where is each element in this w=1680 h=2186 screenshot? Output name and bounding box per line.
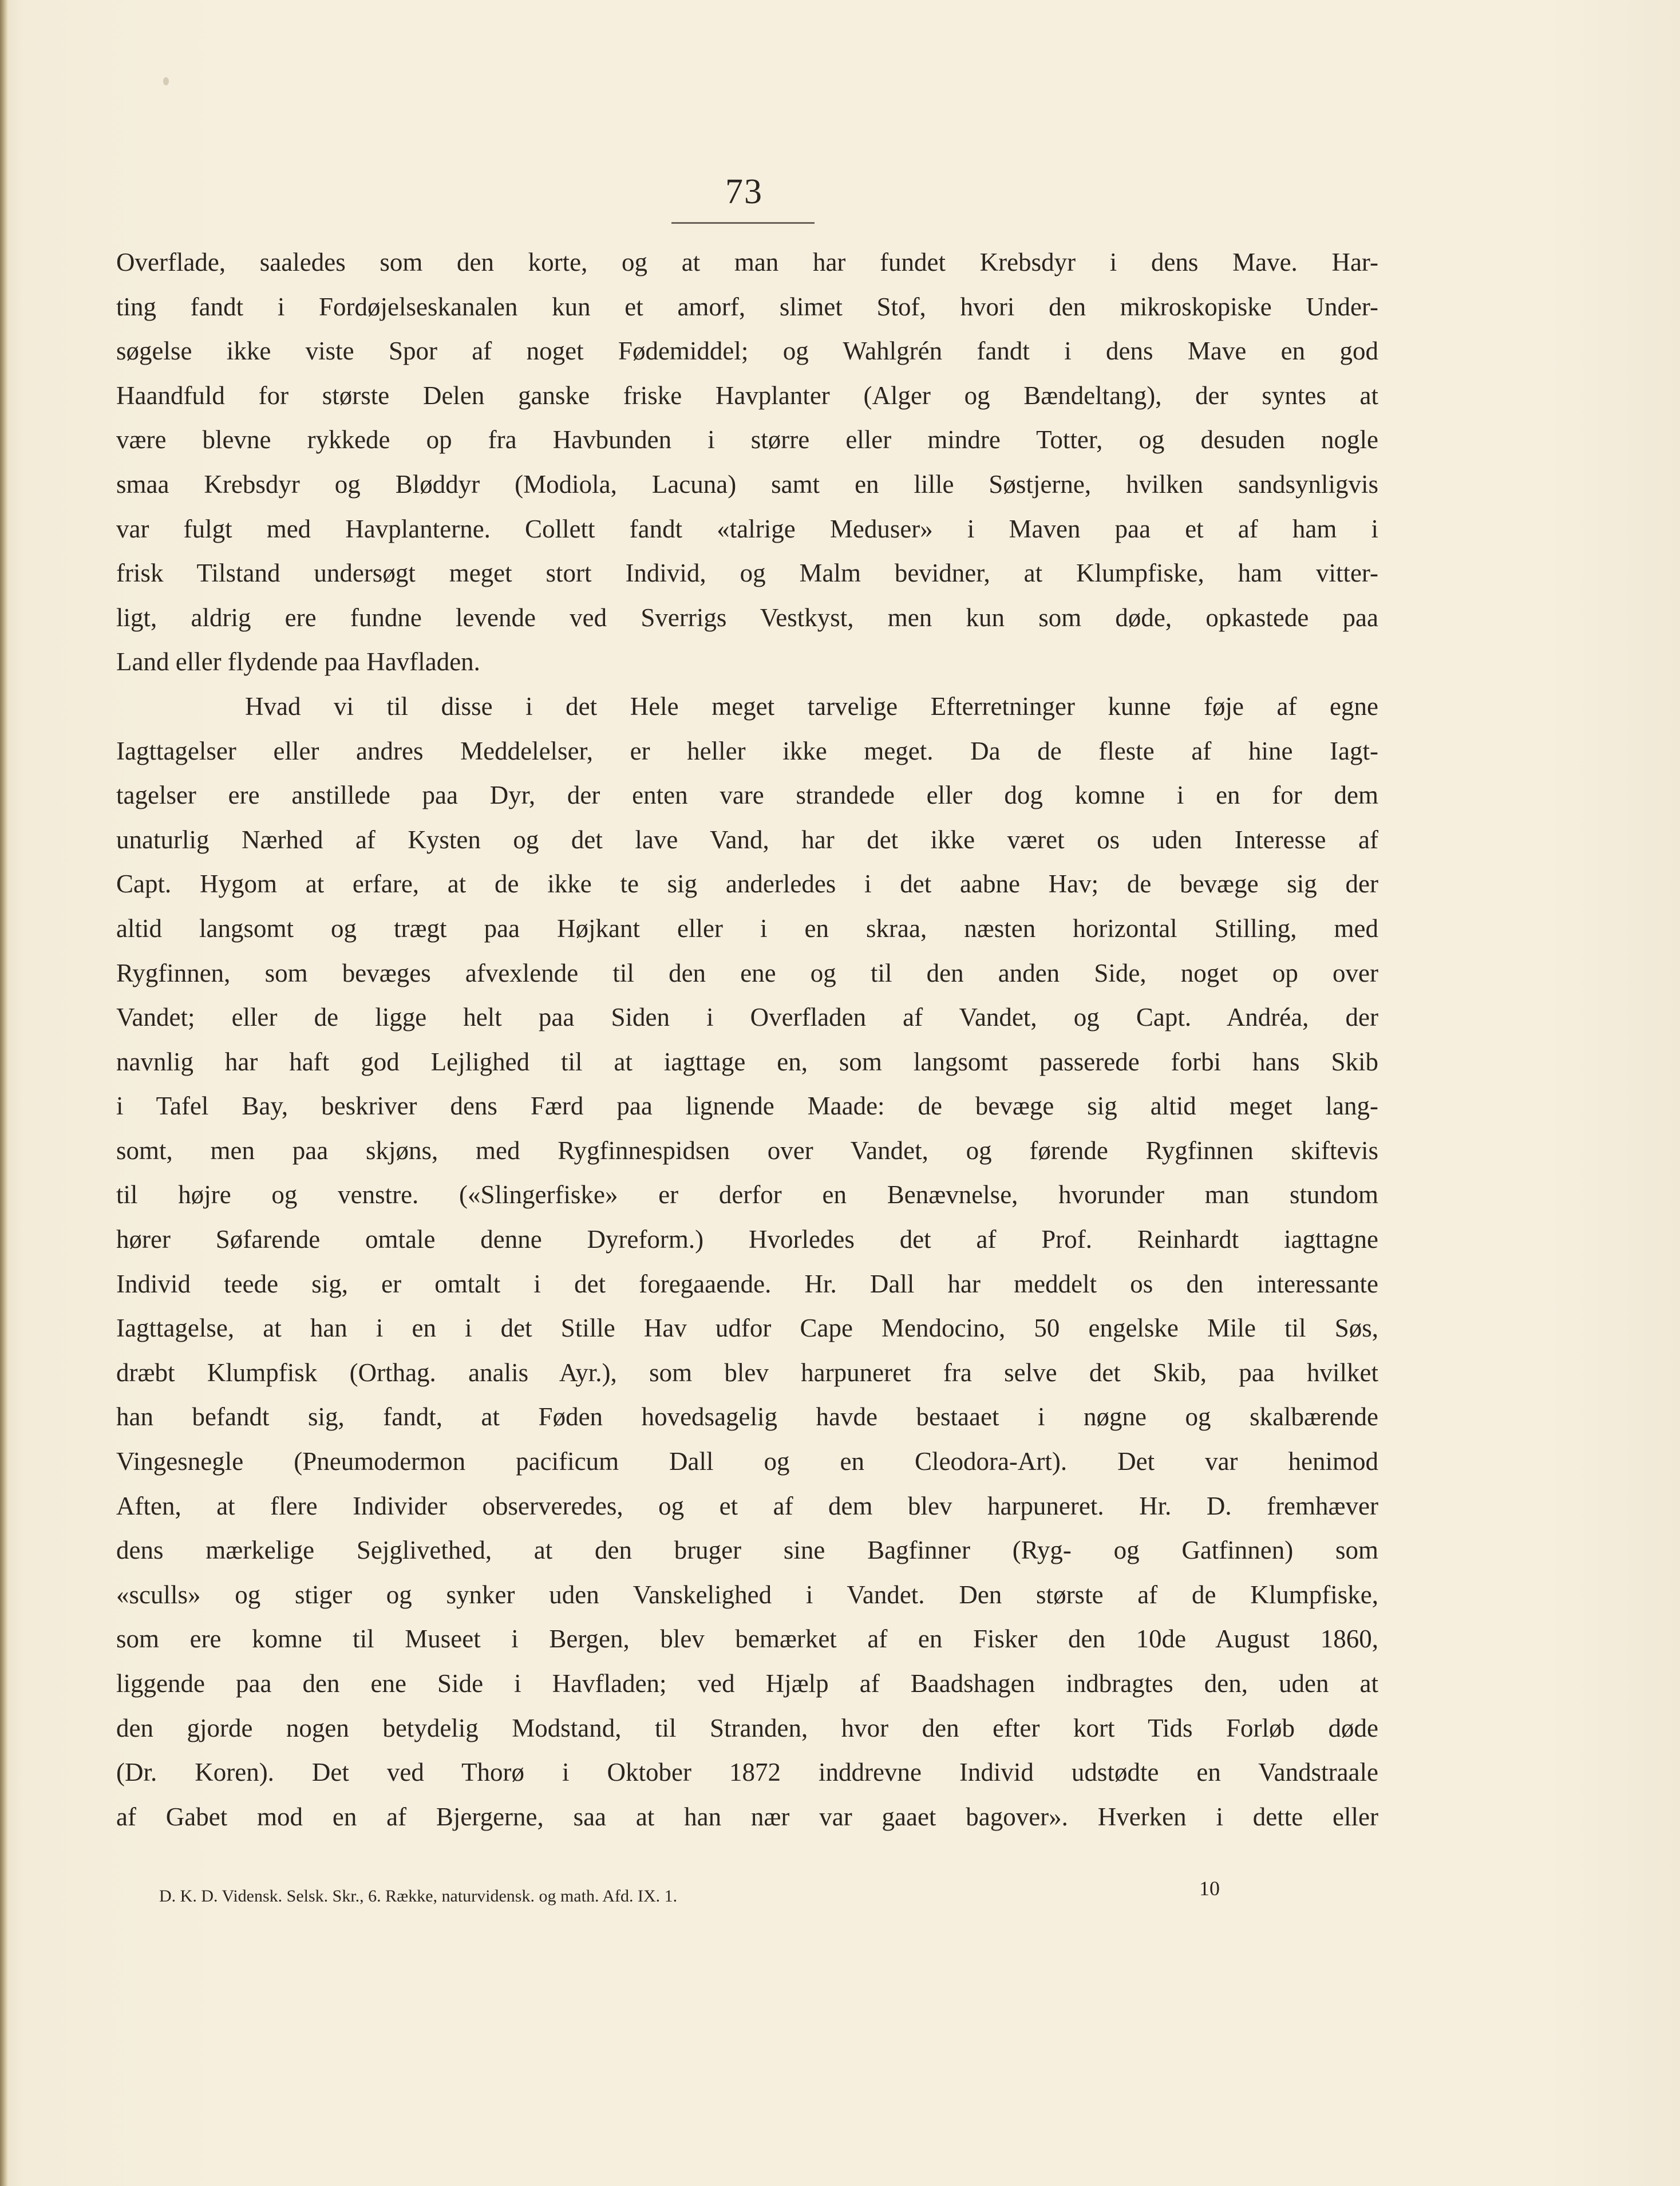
- text-line: han befandt sig, fandt, at Føden hovedsagelig havde bestaaet i nøgne og skalbærende: [116, 1402, 1378, 1432]
- text-line: liggende paa den ene Side i Havfladen; ved Hjælp af Baadshagen indbragtes den, uden at: [116, 1669, 1378, 1698]
- text-line: Aften, at flere Individer observeredes, og et af dem blev harpuneret. Hr. D. fremhæver: [116, 1491, 1378, 1520]
- text-line: (Dr. Koren). Det ved Thorø i Oktober 1872 inddrevne Individ udstødte en Vandstraale: [116, 1758, 1378, 1787]
- text-line: Rygfinnen, som bevæges afvexlende til den ene og til den anden Side, noget op over: [116, 958, 1378, 987]
- page-number: 73: [725, 172, 763, 211]
- text-line: var fulgt med Havplanterne. Collett fandt «talrige Meduser» i Maven paa et af ham i: [116, 514, 1378, 543]
- text-line: «sculls» og stiger og synker uden Vanskelighed i Vandet. Den største af de Klumpfiske,: [116, 1580, 1378, 1609]
- text-line: Haandfuld for største Delen ganske friske Havplanter (Alger og Bændeltang), der syntes at: [116, 381, 1378, 410]
- footer-citation: D. K. D. Vidensk. Selsk. Skr., 6. Række, naturvidensk. og math. Afd. IX. 1.: [159, 1887, 678, 1906]
- text-line: navnlig har haft god Lejlighed til at iagttage en, som langsomt passerede forbi hans Skib: [116, 1047, 1378, 1076]
- text-line: Vandet; eller de ligge helt paa Siden i Overfladen af Vandet, og Capt. Andréa, der: [116, 1003, 1378, 1032]
- text-line: dens mærkelige Sejglivethed, at den bruger sine Bagfinner (Ryg- og Gatfinnen) som: [116, 1536, 1378, 1565]
- text-line: Individ teede sig, er omtalt i det foregaaende. Hr. Dall har meddelt os den interessante: [116, 1269, 1378, 1298]
- text-line: af Gabet mod en af Bjergerne, saa at han nær var gaaet bagover». Hverken i dette eller: [116, 1802, 1378, 1831]
- text-line: dræbt Klumpfisk (Orthag. analis Ayr.), som blev harpuneret fra selve det Skib, paa hvilket: [116, 1358, 1378, 1387]
- text-line: Iagttagelser eller andres Meddelelser, er heller ikke meget. Da de fleste af hine Iagt-: [116, 736, 1378, 765]
- paragraph-start-line: Hvad vi til disse i det Hele meget tarvelige Efterretninger kunne føje af egne: [245, 691, 1378, 721]
- text-line: ligt, aldrig ere fundne levende ved Sverrigs Vestkyst, men kun som døde, opkastede paa: [116, 603, 1378, 632]
- text-line: som ere komne til Museet i Bergen, blev bemærket af en Fisker den 10de August 1860,: [116, 1624, 1378, 1654]
- body-text: [116, 240, 1378, 1839]
- text-line: ting fandt i Fordøjelseskanalen kun et amorf, slimet Stof, hvori den mikroskopiske Under-: [116, 292, 1378, 321]
- text-line: altid langsomt og trægt paa Højkant eller i en skraa, næsten horizontal Stilling, med: [116, 914, 1378, 943]
- text-line: i Tafel Bay, beskriver dens Færd paa lignende Maade: de bevæge sig altid meget lang-: [116, 1092, 1378, 1121]
- footer: [159, 1877, 1378, 1906]
- text-line: hører Søfarende omtale denne Dyreform.) Hvorledes det af Prof. Reinhardt iagttagne: [116, 1225, 1378, 1254]
- text-line: frisk Tilstand undersøgt meget stort Individ, og Malm bevidner, at Klumpfiske, ham vitter-: [116, 559, 1378, 588]
- text-line: tagelser ere anstillede paa Dyr, der enten vare strandede eller dog komne i en for dem: [116, 781, 1378, 810]
- text-line: Vingesnegle (Pneumodermon pacificum Dall og en Cleodora-Art). Det var henimod: [116, 1447, 1378, 1476]
- signature-mark: 10: [1199, 1877, 1220, 1900]
- text-line: være blevne rykkede op fra Havbunden i større eller mindre Totter, og desuden nogle: [116, 425, 1378, 454]
- text-line: Iagttagelse, at han i en i det Stille Hav udfor Cape Mendocino, 50 engelske Mile til Søs,: [116, 1314, 1378, 1343]
- text-line: Capt. Hygom at erfare, at de ikke te sig anderledes i det aabne Hav; de bevæge sig der: [116, 869, 1378, 899]
- text-line: smaa Krebsdyr og Bløddyr (Modiola, Lacuna) samt en lille Søstjerne, hvilken sandsynligvis: [116, 469, 1378, 499]
- text-line: til højre og venstre. («Slingerfiske» er derfor en Benævnelse, hvorunder man stundom: [116, 1180, 1378, 1209]
- text-line: søgelse ikke viste Spor af noget Fødemiddel; og Wahlgrén fandt i dens Mave en god: [116, 337, 1378, 366]
- paper-spot: [163, 77, 169, 85]
- text-line: den gjorde nogen betydelig Modstand, til Stranden, hvor den efter kort Tids Forløb døde: [116, 1713, 1378, 1742]
- binding-edge: [0, 0, 8, 2186]
- paragraph-end-line: Land eller flydende paa Havfladen.: [116, 647, 480, 677]
- text-line: Overflade, saaledes som den korte, og at man har fundet Krebsdyr i dens Mave. Har-: [116, 248, 1378, 276]
- page-number-rule: [671, 222, 815, 224]
- text-line: unaturlig Nærhed af Kysten og det lave Vand, har det ikke været os uden Interesse af: [116, 825, 1378, 854]
- text-line: somt, men paa skjøns, med Rygfinnespidsen over Vandet, og førende Rygfinnen skiftevis: [116, 1136, 1378, 1165]
